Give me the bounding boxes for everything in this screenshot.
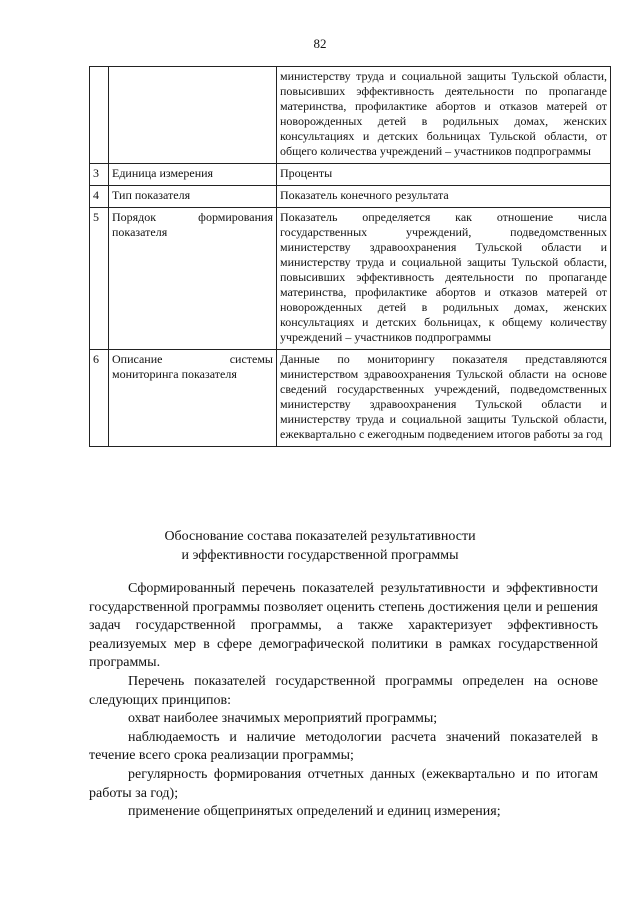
row-content: Проценты: [277, 164, 611, 186]
table-row: [90, 164, 611, 186]
table-row: [90, 350, 611, 447]
table-row: [90, 67, 611, 164]
table-row: [90, 208, 611, 350]
row-content: Показатель определяется как отношение числа государственных учреждений, подведомственных министерству здравоохранения Тульской области и министерству труда и социальной защиты Тульской области, повысивших эффективность деятельности по пропаганде материнства, профилактике абортов и отказов матерей от новорожденных детей в родильных домах, женских консультациях и детских больницах, к общему количеству учреждений – участников подпрограммы: [277, 208, 611, 350]
body-text: [89, 580, 598, 822]
principle-item: охват наиболее значимых мероприятий программы;: [128, 711, 438, 727]
section-title-line: Обоснование состава показателей результативности: [164, 529, 476, 544]
principle-item: регулярность формирования отчетных данных (ежеквартально и по итогам работы за год);: [89, 766, 598, 801]
row-label: Единица измерения: [109, 164, 277, 186]
section-title: [60, 527, 580, 565]
row-number: 3: [90, 164, 109, 186]
row-label: Порядок формирования показателя: [109, 208, 277, 350]
paragraph: Перечень показателей государственной программы определен на основе следующих принципов:: [89, 673, 598, 708]
indicator-passport-table: [89, 66, 611, 447]
row-number: 4: [90, 186, 109, 208]
paragraph: Сформированный перечень показателей результативности и эффективности государственной программы позволяет оценить степень достижения цели и решения задач государственной программы, а также характеризует эффективность реализуемых мер в сфере демографической политики в рамках государственной программы.: [89, 581, 598, 671]
row-label: Тип показателя: [109, 186, 277, 208]
row-content: министерству труда и социальной защиты Тульской области, повысивших эффективность деятельности по пропаганде материнства, профилактике абортов и отказов матерей от новорожденных детей в родильных домах, женских консультациях и детских больницах Тульской области, от общего количества учреждений – участников подпрограммы: [277, 67, 611, 164]
page-number: 82: [313, 36, 327, 51]
row-number: [90, 67, 109, 164]
row-number: 5: [90, 208, 109, 350]
row-label: [109, 67, 277, 164]
principle-item: наблюдаемость и наличие методологии расчета значений показателей в течение всего срока реализации программы;: [89, 729, 598, 764]
principle-item: применение общепринятых определений и единиц измерения;: [128, 804, 501, 820]
row-content: Данные по мониторингу показателя представляются министерством здравоохранения Тульской области на основе сведений государственных учреждений, подведомственных министерству здравоохранения Тульской области и министерству труда и социальной защиты Тульской области, ежеквартально с ежегодным подведением итогов работы за год: [277, 350, 611, 447]
row-content: Показатель конечного результата: [277, 186, 611, 208]
row-label: Описание системы мониторинга показателя: [109, 350, 277, 447]
table-row: [90, 186, 611, 208]
section-title-line: и эффективности государственной программы: [181, 548, 459, 563]
row-number: 6: [90, 350, 109, 447]
